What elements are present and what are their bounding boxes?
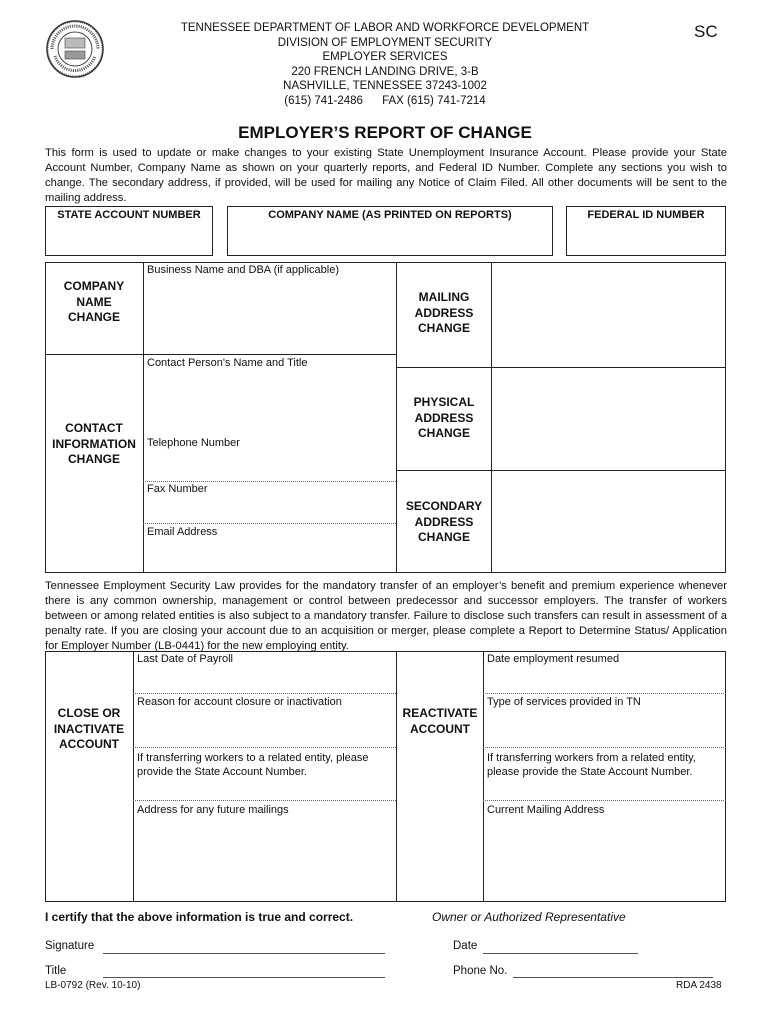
divider [143,523,396,524]
future-mailings-label: Address for any future mailings [137,804,289,816]
label-line: INFORMATION [52,436,136,451]
agency-line: EMPLOYER SERVICES [322,51,448,64]
telephone-input[interactable] [144,451,396,479]
business-name-label: Business Name and DBA (if applicable) [147,264,339,276]
company-name-change-label [45,279,143,326]
fax-input[interactable] [144,497,396,522]
phone-line[interactable] [513,977,713,978]
transfer-to-input[interactable] [134,780,396,799]
federal-id-label: FEDERAL ID NUMBER [587,209,705,221]
contact-change-label [45,421,143,468]
corner-code: SC [694,22,718,41]
secondary-address-input[interactable] [492,471,725,572]
contact-person-input[interactable] [144,371,396,433]
label-line: CLOSE OR [57,706,121,720]
divider [483,747,726,748]
owner-label: Owner or Authorized Representative [432,910,626,924]
label-line: PHYSICAL [413,395,475,409]
company-name-field[interactable] [227,206,553,256]
intro-paragraph: This form is used to update or make changes to your existing State Unemployment Insurance Account. Please provide your State Account Number, Company Name as shown on your quarterly reports, and Federal ID Number. Complete any sections you wish to change. The secondary address, if provided, will be used for mailing any Notice of Claim Filed. All other documents will be sent to the mailing address. [45,147,727,204]
date-resumed-input[interactable] [484,667,725,692]
future-mailings-input[interactable] [134,818,396,901]
divider [133,693,396,694]
label-line: CHANGE [417,321,470,336]
agency-line: NASHVILLE, TENNESSEE 37243-1002 [283,80,487,93]
label-line: please provide the State Account Number. [487,766,693,778]
label-line: ADDRESS [414,410,474,425]
email-label: Email Address [147,526,218,538]
divider [396,651,397,902]
date-resumed-label: Date employment resumed [487,653,620,665]
agency-line: TENNESSEE DEPARTMENT OF LABOR AND WORKFORCE DEVELOPMENT [180,22,590,34]
state-seal-icon [46,20,104,78]
close-account-label [45,706,133,753]
mailing-address-input[interactable] [492,263,725,366]
label-line: CONTACT [65,421,123,435]
secondary-address-label [397,499,491,546]
label-line: provide the State Account Number. [137,766,307,778]
services-label: Type of services provided in TN [487,696,641,708]
current-mailing-label: Current Mailing Address [487,804,605,816]
divider [133,800,396,801]
label-line: CHANGE [417,426,470,441]
title-label: Title [45,965,67,977]
transfer-from-input[interactable] [484,780,725,799]
current-mailing-input[interactable] [484,818,725,901]
label-line: ACCOUNT [410,721,470,736]
label-line: INACTIVATE [53,721,125,736]
physical-address-label [397,395,491,442]
state-account-label: STATE ACCOUNT NUMBER [57,209,201,221]
email-input[interactable] [144,540,396,572]
agency-header [170,21,600,109]
divider [45,354,397,355]
label-line: MAILING [418,290,470,304]
contact-person-label: Contact Person's Name and Title [147,357,308,369]
label-line: SECONDARY [405,499,483,513]
last-payroll-input[interactable] [134,667,396,692]
closure-reason-label: Reason for account closure or inactivation [137,696,342,708]
transfer-to-label [137,751,369,779]
phone-label: Phone No. [453,965,508,977]
rda-code: RDA 2438 [676,980,722,991]
closure-reason-input[interactable] [134,710,396,746]
label-line: If transferring workers to a related entity, please [137,752,369,764]
label-line: CHANGE [67,310,120,325]
page-title: EMPLOYER’S REPORT OF CHANGE [238,123,532,142]
divider [133,747,396,748]
date-line[interactable] [483,953,638,954]
transfer-from-label [487,751,696,779]
divider [483,693,726,694]
physical-address-input[interactable] [492,368,725,469]
agency-line: DIVISION OF EMPLOYMENT SECURITY [277,36,493,49]
divider [483,800,726,801]
services-input[interactable] [484,710,725,746]
label-line: ADDRESS [414,514,474,529]
mailing-address-label [397,290,491,337]
label-line: ACCOUNT [59,737,119,752]
date-label: Date [453,940,478,952]
label-line: COMPANY [63,279,125,293]
label-line: If transferring workers from a related entity, [487,752,696,764]
label-line: NAME [76,294,112,309]
federal-id-field[interactable] [566,206,726,256]
company-name-label: COMPANY NAME (AS PRINTED ON REPORTS) [268,209,512,221]
label-line: CHANGE [417,530,470,545]
divider [143,481,396,482]
last-payroll-label: Last Date of Payroll [137,653,233,665]
certify-statement: I certify that the above information is true and correct. [45,910,354,924]
label-line: ADDRESS [414,305,474,320]
signature-label: Signature [45,940,95,952]
reactivate-account-label [397,706,483,737]
transfer-law-paragraph: Tennessee Employment Security Law provides for the mandatory transfer of an employer’s benefit and premium experience whenever there is any common ownership, management or control between predecessor and successor employers. The transfer of workers between or among related entities is also subject to a mandatory transfer. Failure to disclose such transfers can result in assessment of a penalty rate. If you are closing your account due to an acquisition or merger, please complete a Report to Determine Status/ Application for Employer Number (LB-0441) for the new employing entity. [45,580,727,652]
signature-line[interactable] [103,953,385,954]
form-number: LB-0792 (Rev. 10-10) [45,980,141,991]
label-line: CHANGE [67,452,120,467]
agency-line: 220 FRENCH LANDING DRIVE, 3-B [291,65,479,78]
title-line[interactable] [103,977,385,978]
business-name-input[interactable] [144,278,396,354]
fax-label: Fax Number [147,483,208,495]
state-account-field[interactable] [45,206,213,256]
telephone-label: Telephone Number [147,437,240,449]
agency-line: (615) 741-2486 FAX (615) 741-7214 [284,94,486,107]
label-line: REACTIVATE [402,706,478,720]
